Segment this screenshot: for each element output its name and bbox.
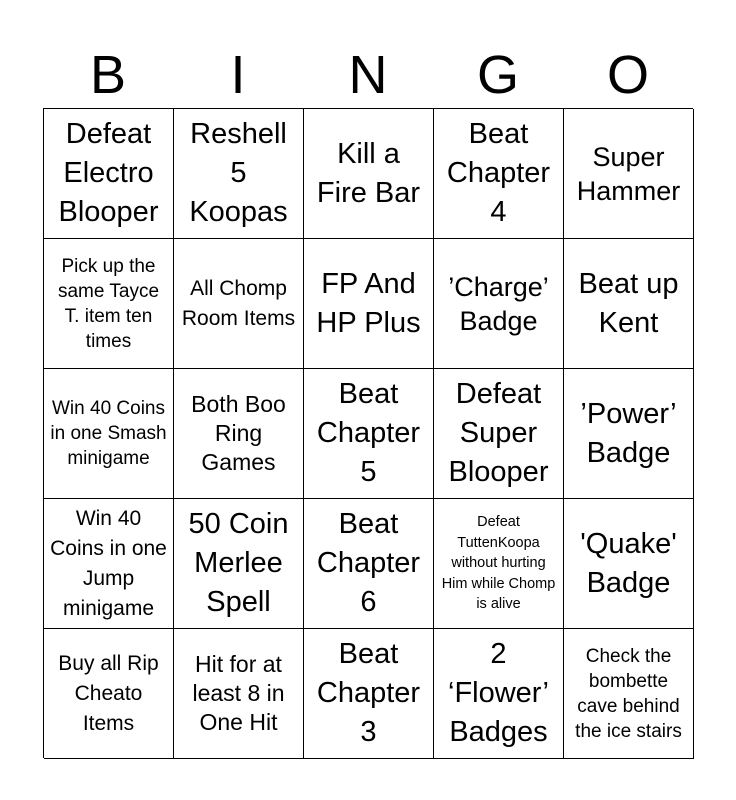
cell-text: Beat Chapter 5: [316, 378, 421, 488]
bingo-cell[interactable]: [564, 369, 694, 499]
cell-text: Beat Chapter 3: [316, 638, 421, 748]
cell-text: Reshell 5 Koopas: [189, 118, 288, 228]
cell-text: All Chomp Room Items: [181, 276, 296, 330]
cell-text: Win 40 Coins in one Smash minigame: [50, 398, 167, 469]
bingo-cell[interactable]: [564, 109, 694, 239]
cell-text: Win 40 Coins in one Jump minigame: [50, 506, 167, 620]
bingo-cell[interactable]: [434, 629, 564, 759]
bingo-cell[interactable]: [44, 239, 174, 369]
bingo-cell[interactable]: [44, 499, 174, 629]
bingo-cell[interactable]: [564, 629, 694, 759]
cell-text: FP And HP Plus: [316, 267, 421, 339]
bingo-cell[interactable]: [304, 369, 434, 499]
bingo-cell[interactable]: [434, 499, 564, 629]
cell-text: Hit for at least 8 in One Hit: [192, 651, 285, 735]
bingo-cell[interactable]: [564, 239, 694, 369]
bingo-cell[interactable]: [44, 369, 174, 499]
cell-text: ’Power’ Badge: [580, 397, 677, 469]
bingo-card: [43, 108, 693, 758]
cell-text: 2 ‘Flower’ Badges: [448, 638, 549, 748]
cell-text: Check the bombette cave behind the ice stairs: [575, 645, 682, 742]
bingo-cell[interactable]: [304, 629, 434, 759]
bingo-cell[interactable]: [44, 629, 174, 759]
bingo-cell[interactable]: [174, 629, 304, 759]
header-letter-o: O: [606, 45, 649, 105]
cell-text: Both Boo Ring Games: [191, 391, 286, 475]
bingo-cell[interactable]: [174, 239, 304, 369]
cell-text: Defeat Electro Blooper: [58, 118, 159, 228]
bingo-cell[interactable]: [304, 239, 434, 369]
cell-text: Beat up Kent: [578, 267, 679, 339]
cell-text: Buy all Rip Cheato Items: [58, 651, 159, 735]
cell-text: Beat Chapter 4: [446, 118, 551, 228]
bingo-cell[interactable]: [174, 499, 304, 629]
bingo-cell[interactable]: [174, 109, 304, 239]
bingo-cell[interactable]: [304, 109, 434, 239]
cell-text: 'Quake' Badge: [580, 527, 677, 599]
cell-text: Defeat TuttenKoopa without hurting Him while Chomp is alive: [441, 514, 556, 613]
header-letter-i: I: [230, 45, 246, 105]
header-letter-b: B: [89, 45, 127, 105]
cell-text: 50 Coin Merlee Spell: [188, 508, 289, 618]
bingo-cell[interactable]: [434, 369, 564, 499]
header-letter-g: G: [476, 45, 519, 105]
cell-text: Kill a Fire Bar: [316, 137, 421, 209]
bingo-cell[interactable]: [174, 369, 304, 499]
cell-text: Defeat Super Blooper: [448, 378, 549, 488]
cell-text: Beat Chapter 6: [316, 508, 421, 618]
bingo-cell[interactable]: [304, 499, 434, 629]
cell-text: Pick up the same Tayce T. item ten times: [57, 255, 160, 352]
cell-text: Super Hammer: [576, 141, 681, 206]
bingo-cell[interactable]: [44, 109, 174, 239]
bingo-cell[interactable]: [434, 109, 564, 239]
cell-text: ’Charge’ Badge: [448, 271, 549, 336]
bingo-cell[interactable]: [434, 239, 564, 369]
bingo-cell[interactable]: [564, 499, 694, 629]
header-letter-n: N: [348, 45, 388, 105]
bingo-header: [43, 42, 693, 108]
